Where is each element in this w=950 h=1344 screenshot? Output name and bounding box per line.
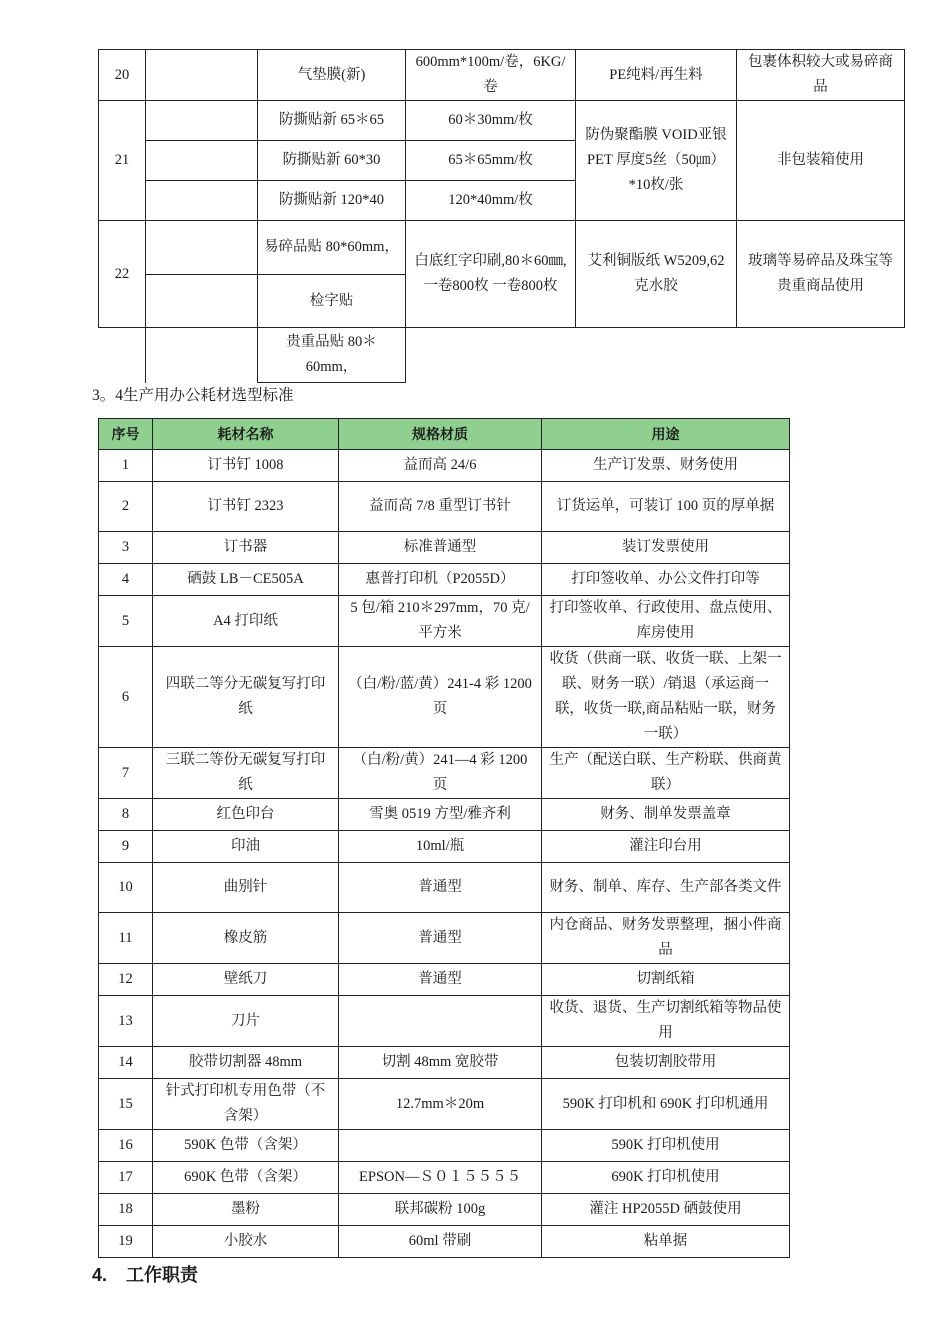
blank-cell — [99, 328, 146, 383]
item-spec — [339, 1130, 542, 1162]
row-number: 19 — [99, 1226, 153, 1258]
item-use: 打印签收单、行政使用、盘点使用、库房使用 — [542, 596, 790, 647]
row-number: 5 — [99, 596, 153, 647]
item-name: 气垫膜(新) — [258, 50, 406, 101]
empty-cell — [146, 181, 258, 221]
table-row — [99, 532, 790, 564]
item-spec: 10ml/瓶 — [339, 831, 542, 863]
row-number: 21 — [99, 101, 146, 221]
item-use: 财务、制单、库存、生产部各类文件 — [542, 863, 790, 913]
item-spec: 5 包/箱 210＊297mm，70 克/平方米 — [339, 596, 542, 647]
item-name: 刀片 — [153, 996, 339, 1047]
table-row — [99, 799, 790, 831]
table-row — [99, 996, 790, 1047]
table-row — [99, 913, 790, 964]
item-name: 针式打印机专用色带（不含架） — [153, 1079, 339, 1130]
item-use: 切割纸箱 — [542, 964, 790, 996]
item-name: 硒鼓 LB－CE505A — [153, 564, 339, 596]
item-spec: 60ml 带刷 — [339, 1226, 542, 1258]
table-body — [99, 450, 790, 1258]
section-heading: 3。4生产用办公耗材选型标准 — [92, 387, 294, 404]
item-spec: 惠普打印机（P2055D） — [339, 564, 542, 596]
table-row — [99, 328, 905, 383]
row-number: 4 — [99, 564, 153, 596]
table-header-row — [99, 419, 790, 450]
row-number: 13 — [99, 996, 153, 1047]
item-use: 玻璃等易碎品及珠宝等贵重商品使用 — [737, 221, 905, 328]
item-spec: 普通型 — [339, 863, 542, 913]
table-row — [99, 647, 790, 748]
item-name: 三联二等份无碳复写打印纸 — [153, 748, 339, 799]
table-row — [99, 221, 905, 275]
row-number: 17 — [99, 1162, 153, 1194]
item-name: 订书钉 1008 — [153, 450, 339, 482]
item-use: 590K 打印机和 690K 打印机通用 — [542, 1079, 790, 1130]
row-number: 14 — [99, 1047, 153, 1079]
item-spec: 600mm*100m/卷，6KG/卷 — [406, 50, 576, 101]
item-spec: （白/粉/黄）241—4 彩 1200 页 — [339, 748, 542, 799]
consumables-table — [98, 418, 790, 1258]
item-spec: 12.7mm＊20m — [339, 1079, 542, 1130]
row-number: 3 — [99, 532, 153, 564]
item-name: 橡皮筋 — [153, 913, 339, 964]
item-spec: 益而高 7/8 重型订书针 — [339, 482, 542, 532]
item-use: 粘单据 — [542, 1226, 790, 1258]
section-heading — [92, 1261, 198, 1287]
row-number: 15 — [99, 1079, 153, 1130]
item-name: 小胶水 — [153, 1226, 339, 1258]
item-use: 包装切割胶带用 — [542, 1047, 790, 1079]
item-name: 红色印台 — [153, 799, 339, 831]
item-material: PE纯料/再生料 — [576, 50, 737, 101]
row-number: 10 — [99, 863, 153, 913]
item-name: 防撕贴新 65＊65 — [258, 101, 406, 141]
row-number: 12 — [99, 964, 153, 996]
item-spec: 普通型 — [339, 913, 542, 964]
column-header: 规格材质 — [339, 419, 542, 450]
item-name: A4 打印纸 — [153, 596, 339, 647]
item-spec: 标准普通型 — [339, 532, 542, 564]
item-spec: （白/粉/蓝/黄）241-4 彩 1200 页 — [339, 647, 542, 748]
item-name: 四联二等分无碳复写打印纸 — [153, 647, 339, 748]
item-use: 内仓商品、财务发票整理，捆小件商品 — [542, 913, 790, 964]
item-name: 曲别针 — [153, 863, 339, 913]
column-header: 用途 — [542, 419, 790, 450]
item-use: 包裹体积较大或易碎商品 — [737, 50, 905, 101]
item-use: 收货、退货、生产切割纸箱等物品使用 — [542, 996, 790, 1047]
table-row — [99, 1130, 790, 1162]
row-number: 1 — [99, 450, 153, 482]
section-title: 工作职责 — [126, 1265, 198, 1285]
item-use: 装订发票使用 — [542, 532, 790, 564]
item-use: 灌注 HP2055D 硒鼓使用 — [542, 1194, 790, 1226]
row-number: 18 — [99, 1194, 153, 1226]
item-name: 墨粉 — [153, 1194, 339, 1226]
row-number: 11 — [99, 913, 153, 964]
item-use: 收货（供商一联、收货一联、上架一联、财务一联）/销退（承运商一联，收货一联,商品粘贴一联，财务一联） — [542, 647, 790, 748]
item-name: 590K 色带（含架） — [153, 1130, 339, 1162]
item-spec: 雪奥 0519 方型/雅齐利 — [339, 799, 542, 831]
blank-cell — [737, 328, 905, 383]
blank-cell — [406, 328, 576, 383]
item-name: 防撕贴新 60*30 — [258, 141, 406, 181]
table-row — [99, 964, 790, 996]
table-row — [99, 1162, 790, 1194]
row-number: 9 — [99, 831, 153, 863]
item-use: 690K 打印机使用 — [542, 1162, 790, 1194]
empty-cell — [146, 221, 258, 275]
empty-cell — [146, 328, 258, 383]
row-number: 22 — [99, 221, 146, 328]
empty-cell — [146, 50, 258, 101]
table-row — [99, 1047, 790, 1079]
table-row — [99, 831, 790, 863]
table-row — [99, 482, 790, 532]
row-number: 2 — [99, 482, 153, 532]
table-row — [99, 1226, 790, 1258]
section-number: 4. — [92, 1265, 108, 1285]
item-spec: 切割 48mm 宽胶带 — [339, 1047, 542, 1079]
table-row — [99, 748, 790, 799]
item-name: 贵重品贴 80＊60mm， — [258, 328, 406, 383]
table-row — [99, 101, 905, 141]
row-number: 20 — [99, 50, 146, 101]
row-number: 7 — [99, 748, 153, 799]
blank-cell — [576, 328, 737, 383]
item-use: 打印签收单、办公文件打印等 — [542, 564, 790, 596]
item-spec: 120*40mm/枚 — [406, 181, 576, 221]
item-name: 易碎品贴 80*60mm， — [258, 221, 406, 275]
item-name: 防撕贴新 120*40 — [258, 181, 406, 221]
row-number: 8 — [99, 799, 153, 831]
item-use: 590K 打印机使用 — [542, 1130, 790, 1162]
item-spec: 65＊65mm/枚 — [406, 141, 576, 181]
row-number: 16 — [99, 1130, 153, 1162]
packaging-table — [98, 49, 905, 383]
item-spec: 普通型 — [339, 964, 542, 996]
item-material: 艾利铜版纸 W5209,62克水胶 — [576, 221, 737, 328]
item-name: 订书器 — [153, 532, 339, 564]
column-header: 序号 — [99, 419, 153, 450]
item-spec — [339, 996, 542, 1047]
item-use: 生产（配送白联、生产粉联、供商黄联） — [542, 748, 790, 799]
item-name: 印油 — [153, 831, 339, 863]
item-spec: 60＊30mm/枚 — [406, 101, 576, 141]
table-row — [99, 1194, 790, 1226]
item-name: 690K 色带（含架） — [153, 1162, 339, 1194]
item-spec: EPSON—Ｓ０１５５５５ — [339, 1162, 542, 1194]
table-row — [99, 1079, 790, 1130]
item-spec: 益而高 24/6 — [339, 450, 542, 482]
empty-cell — [146, 141, 258, 181]
item-use: 灌注印台用 — [542, 831, 790, 863]
table-row — [99, 863, 790, 913]
item-spec: 白底红字印刷,80＊60㎜,一卷800枚 一卷800枚 — [406, 221, 576, 328]
item-use: 生产订发票、财务使用 — [542, 450, 790, 482]
item-use: 财务、制单发票盖章 — [542, 799, 790, 831]
table-row — [99, 596, 790, 647]
item-name: 订书钉 2323 — [153, 482, 339, 532]
item-name: 胶带切割器 48mm — [153, 1047, 339, 1079]
item-name: 壁纸刀 — [153, 964, 339, 996]
empty-cell — [146, 275, 258, 328]
item-spec: 联邦碳粉 100g — [339, 1194, 542, 1226]
item-use: 非包装箱使用 — [737, 101, 905, 221]
item-name: 检字贴 — [258, 275, 406, 328]
empty-cell — [146, 101, 258, 141]
column-header: 耗材名称 — [153, 419, 339, 450]
table-row — [99, 564, 790, 596]
item-use: 订货运单，可装订 100 页的厚单据 — [542, 482, 790, 532]
table-row — [99, 50, 905, 101]
table-row — [99, 450, 790, 482]
item-material: 防伪聚酯膜 VOID亚银PET 厚度5丝（50㎛）*10枚/张 — [576, 101, 737, 221]
row-number: 6 — [99, 647, 153, 748]
